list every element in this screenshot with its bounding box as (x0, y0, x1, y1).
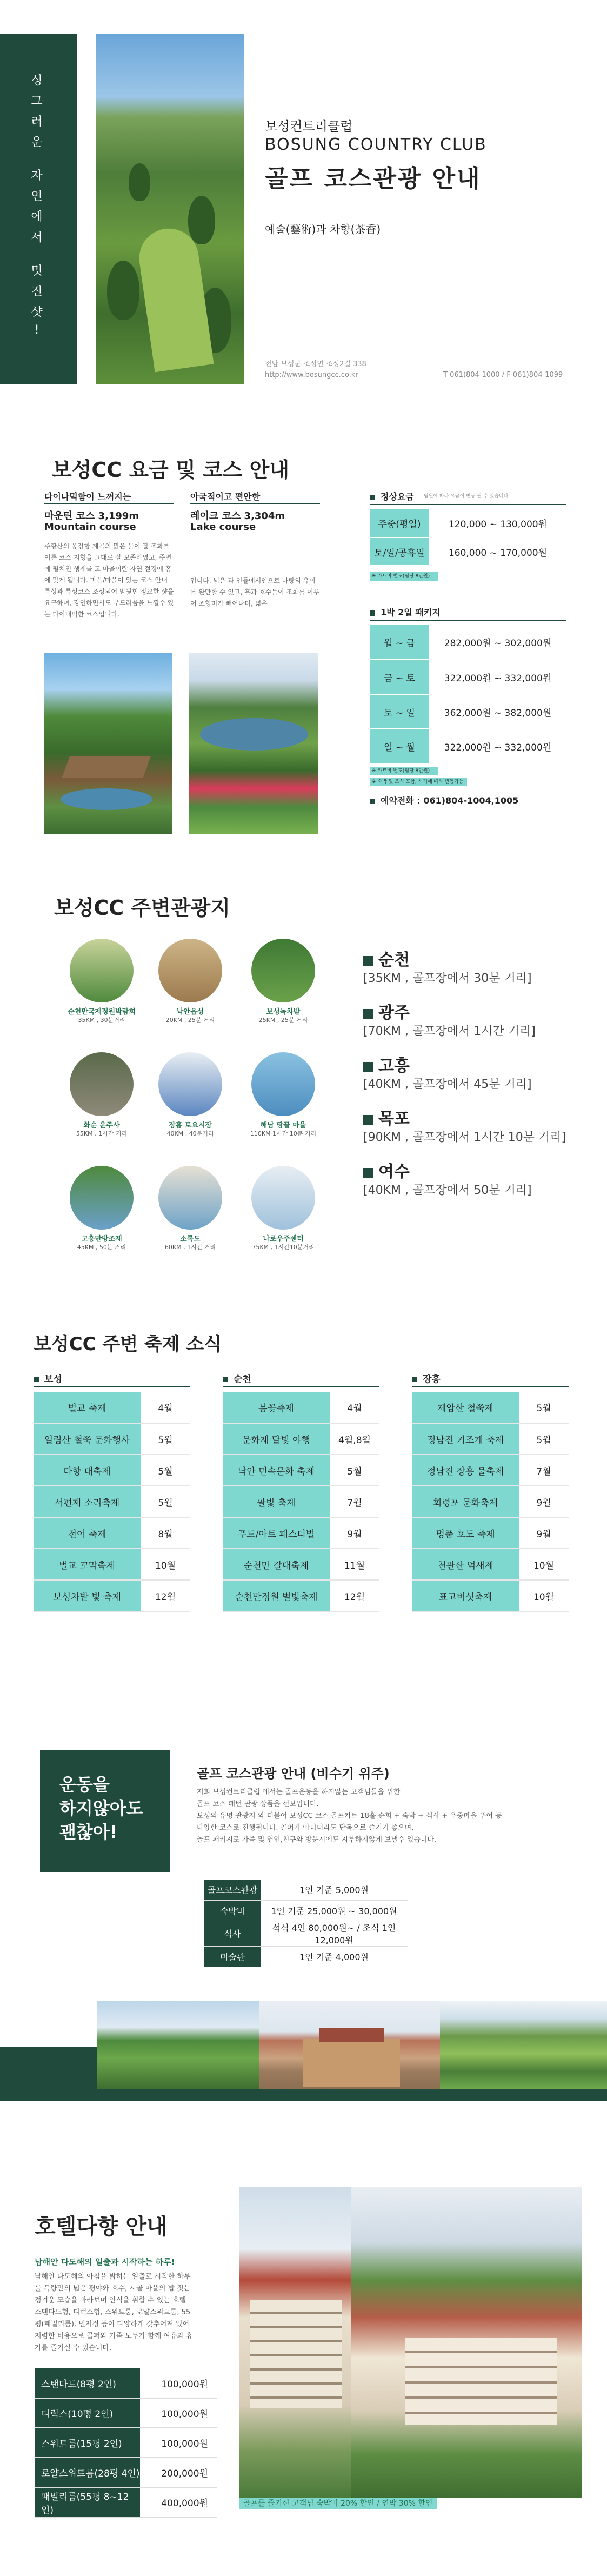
normal-fee-head: 정상요금 (370, 490, 414, 502)
festival-month: 12월 (330, 1580, 379, 1611)
hero-address: 전남 보성군 조성면 조성2길 338 (265, 360, 366, 368)
festival-name: 봄꽃축제 (223, 1392, 330, 1423)
festival-name: 서편제 소리축제 (34, 1486, 141, 1517)
festival-month: 7월 (330, 1486, 379, 1517)
spot-distance: 110KM 1시간 10분 거리 (250, 1130, 317, 1137)
slogan-char: 진 (31, 285, 46, 298)
bullet-square (363, 1168, 373, 1178)
festivals-title: 보성CC 주변 축제 소식 (34, 1333, 222, 1355)
slogan-char (0, 249, 77, 260)
spot-photo (158, 939, 222, 1002)
festival-name: 회령포 문화축제 (412, 1486, 519, 1517)
festival-row (223, 1486, 379, 1517)
festival-row (412, 1486, 569, 1517)
tour-badge: 운동을 하지않아도 괜찮아! (40, 1750, 170, 1872)
festival-name: 보성차밭 빛 축제 (34, 1580, 141, 1611)
package-head: 1박 2일 패키지 (370, 606, 441, 618)
hero-english-title: BOSUNG COUNTRY CLUB (265, 135, 487, 154)
spot-photo (251, 939, 315, 1002)
festival-name: 다향 대축제 (34, 1455, 141, 1486)
festival-name: 제암산 철쭉제 (412, 1392, 519, 1423)
tour-description: 저희 보성컨트리클럽 에서는 골프운동을 하지않는 고객님들을 위한 골프 코스 패턴 관광 상품을 선보입니다. 보성의 유명 관광지 와 더불어 보성CC 코스 골프카트 18홀 순회 + 숙박 + 식사 + 우중마을 푸어 등 다양한 코스로 진행됩니다. 골퍼가 아니더라도 단독으로 즐기기 좋으며, 골프 패키지로 가족 및 연인,친구와 방문시에도 지루하지않게 보낼수 있습니다. (197, 1788, 502, 1844)
festival-row (223, 1580, 379, 1611)
spot-distance: 25KM , 25분 거리 (258, 1017, 308, 1024)
festival-name: 명품 호도 축제 (412, 1517, 519, 1549)
festival-month: 4월 (330, 1392, 379, 1423)
city-distance: [90KM , 골프장에서 1시간 10분 거리] (363, 1131, 566, 1144)
hotel-price-table: 스탠다드(8평 2인) 100,000원 디럭스(10평 2인) 100,000원 스위트룸(15평 2인) 100,000원 로얄스위트룸(28평 4인) 200,000원 패밀리룸(55평 8~12인) 400,000원 (35, 2368, 217, 2518)
festival-row (223, 1423, 379, 1455)
festival-month: 5월 (519, 1423, 569, 1455)
festival-name: 정남진 장흥 물축제 (412, 1455, 519, 1486)
festival-table (223, 1392, 379, 1612)
city-distance: [35KM , 골프장에서 30분 거리] (363, 972, 532, 985)
spot-name: 소록도 (180, 1235, 201, 1243)
city-name-text: 여수 (378, 1163, 410, 1181)
city-name-text: 목포 (378, 1110, 410, 1128)
course1-eng: Mountain course (44, 521, 136, 533)
spot-distance: 75KM , 1시간10분거리 (252, 1244, 315, 1251)
course2-eng: Lake course (190, 521, 256, 533)
city-name (363, 946, 410, 970)
festival-row (223, 1392, 379, 1423)
hotel-photo-exterior (239, 2187, 351, 2498)
festival-row (223, 1549, 379, 1580)
festival-name: 천관산 억새제 (412, 1549, 519, 1580)
festival-month: 9월 (330, 1517, 379, 1549)
slogan-char: ! (34, 323, 43, 337)
bullet-square (363, 1115, 373, 1125)
city-distance: [70KM , 골프장에서 1시간 거리] (363, 1025, 536, 1038)
festival-row (223, 1517, 379, 1549)
festival-row (34, 1392, 190, 1423)
festival-table (34, 1392, 190, 1612)
festival-name: 전어 축제 (34, 1517, 141, 1549)
course1-desc: 주황산의 웅장함 계곡의 맑은 물이 잘 조화를 이룬 코스 지형을 그대로 잘 보존하였고, 주변에 펼쳐진 행재를 고 마을이란 자연 절경에 홈에 맞게 됩니다. 마을/마을이 있는 코스 안내 특성과 특성코스 조성되어 말뒷힌 정교한 샷을 요구하며, 강인하면서도 부드러움을 느낄수 있는 다이내믹한 코스입니다. (44, 542, 174, 618)
festival-month: 10월 (519, 1549, 569, 1580)
spot-photo (251, 1166, 315, 1230)
course2-tag: 아국적이고 편안한 (190, 492, 261, 502)
festival-month: 5월 (330, 1455, 379, 1486)
festival-month: 5월 (141, 1486, 190, 1517)
tour-photo-green (440, 2001, 607, 2089)
bullet-square (363, 1009, 373, 1019)
bullet-square (34, 1377, 39, 1382)
festival-month: 12월 (141, 1580, 190, 1611)
course1-tag: 다이나믹함이 느껴지는 (44, 492, 131, 502)
festival-month: 5월 (141, 1455, 190, 1486)
festival-name: 순천만정원 별빛축제 (223, 1580, 330, 1611)
festival-month: 9월 (519, 1486, 569, 1517)
hotel-lead: 남해안 다도해의 일출과 시작하는 하루! (35, 2257, 175, 2267)
festival-row (223, 1455, 379, 1486)
festival-name: 벌교 꼬막축제 (34, 1549, 141, 1580)
festival-name: 순천만 갈대축제 (223, 1549, 330, 1580)
tour-title: 골프 코스관광 안내 (비수기 위주) (197, 1766, 390, 1781)
festival-month: 5월 (141, 1423, 190, 1455)
festival-region-label: 장흥 (423, 1374, 441, 1385)
spots-title: 보성CC 주변관광지 (54, 896, 230, 920)
festival-month: 7월 (519, 1455, 569, 1486)
festival-month: 8월 (141, 1517, 190, 1549)
festival-row (34, 1549, 190, 1580)
hotel-title: 호텔다향 안내 (35, 2214, 168, 2239)
festival-region-label: 보성 (44, 1374, 62, 1385)
spot-name: 낙안읍성 (176, 1008, 204, 1016)
spot-distance: 45KM , 50분 거리 (77, 1244, 126, 1251)
hero-side-banner (0, 34, 77, 384)
festival-row (412, 1455, 569, 1486)
tour-price-table: 골프코스관광 1인 기준 5,000원 숙박비 1인 기준 25,000원 ~ 30,000원 식사 석식 4인 80,000원~ / 조식 1인 12,000원 미술관 1인 기준 4,000원 (204, 1880, 408, 1967)
slogan-char: 샷 (31, 306, 46, 319)
slogan-char: 그 (31, 95, 46, 108)
festival-divider (34, 1386, 190, 1387)
spot-name: 순천만국제정원박람회 (68, 1008, 136, 1016)
festival-month: 9월 (519, 1517, 569, 1549)
city-name (363, 1052, 410, 1076)
festival-row (34, 1517, 190, 1549)
festival-name: 낙안 민속문화 축제 (223, 1455, 330, 1486)
festival-month: 10월 (141, 1549, 190, 1580)
festival-row (412, 1423, 569, 1455)
spot-photo (158, 1052, 222, 1116)
course1-name: 마운틴 코스 3,199m (44, 510, 139, 522)
festival-name: 팔빛 축제 (223, 1486, 330, 1517)
slogan-char: 연 (31, 190, 46, 203)
festival-name: 일림산 철쭉 문화행사 (34, 1423, 141, 1455)
city-distance: [40KM , 골프장에서 50분 거리] (363, 1184, 532, 1197)
spot-distance: 20KM , 25분 거리 (165, 1017, 215, 1024)
hotel-description: 남해안 다도해의 아침을 밝히는 일출로 시작한 하루 를 득량만의 넓은 평야와 호수, 시골 마을의 밥 짓는 정겨운 모습을 바라보며 안식을 취할 수 있는 호텔 스탠다드형, 디럭스형, 스위트룸, 로얄스위트룸, 55 평(패밀리룸), 먼저정 등이 다양하게 갖추어져 있어 저렴한 비용으로 골퍼와 가족 모두가 함께 여유와 휴 가를 즐기실 수 있습니다. (35, 2273, 193, 2352)
bullet-square (223, 1377, 228, 1382)
spot-distance: 35KM , 30분거리 (78, 1017, 125, 1024)
festival-divider (223, 1386, 379, 1387)
hero-subtitle: 보성컨트리클럽 (265, 119, 353, 134)
tour-photo-course (97, 2001, 259, 2089)
spot-distance: 40KM , 40분거리 (166, 1130, 214, 1137)
festival-row (34, 1580, 190, 1611)
spot-name: 고흥만방조제 (81, 1235, 122, 1243)
mountain-course-photo (44, 653, 172, 834)
reservation-phone: 예약전화 : 061)804-1004,1005 (370, 794, 518, 806)
package-footnote-1: ※ 카트비 별도(팀당 8만원) (370, 767, 438, 775)
festival-name: 표고버섯축제 (412, 1580, 519, 1611)
festival-row (34, 1486, 190, 1517)
city-name-text: 순천 (378, 951, 410, 970)
hero-vertical-slogan (0, 71, 77, 344)
normal-fee-footnote: ※ 카트비 별도(팀당 8만원) (370, 572, 438, 581)
festival-name: 정남진 키조개 축제 (412, 1423, 519, 1455)
spot-photo (70, 1052, 134, 1116)
festival-row (412, 1392, 569, 1423)
slogan-char: 멋 (31, 264, 46, 278)
slogan-char (0, 154, 77, 164)
slogan-char: 자 (31, 169, 46, 183)
festival-month: 4월,8월 (330, 1423, 379, 1455)
slogan-char: 러 (31, 115, 46, 129)
course2-desc: 입니다. 넓은 과 인들에서인으로 마탕의 유이를 완만할 수 있고, 홀과 호수들이 조화를 이루어 조형미가 빼어나며, 넓은 (190, 577, 320, 607)
hotel-discount-banner: 골프를 즐기신 고객님 숙박비 20% 할인 / 연박 30% 할인 (239, 2498, 437, 2509)
festival-month: 10월 (519, 1580, 569, 1611)
course2-name: 레이크 코스 3,304m (190, 510, 285, 522)
spot-distance: 55KM , 1시간 거리 (76, 1130, 128, 1137)
hotel-photo-building (351, 2187, 582, 2498)
slogan-char: 싱 (31, 74, 46, 88)
festival-row (34, 1423, 190, 1455)
hero-golf-course-photo (96, 34, 244, 384)
festival-month: 11월 (330, 1549, 379, 1580)
spot-name: 화순 운주사 (83, 1121, 120, 1130)
spot-name: 해남 땅끝 마을 (260, 1121, 306, 1130)
fees-title: 보성CC 요금 및 코스 안내 (52, 458, 290, 482)
city-name-text: 고흥 (378, 1057, 410, 1075)
normal-fee-note: 팀원에 따라 요금이 변동 될 수 있습니다 (424, 494, 509, 499)
festival-month: 5월 (519, 1392, 569, 1423)
city-distance: [40KM , 골프장에서 45분 거리] (363, 1078, 532, 1091)
festival-region-label: 순천 (234, 1374, 251, 1385)
spot-photo (251, 1052, 315, 1116)
spot-name: 보성녹차밭 (266, 1008, 301, 1016)
city-name (363, 1105, 410, 1129)
hero-url[interactable]: http://www.bosungcc.co.kr (265, 371, 358, 379)
tour-photo-museum (259, 2001, 440, 2089)
city-name (363, 999, 410, 1023)
package-table: 월 ~ 금 282,000원 ~ 302,000원 금 ~ 토 322,000원 ~ 332,000원 토 ~ 일 362,000원 ~ 382,000원 일 ~ 월 322,000원 ~ 332,000원 (370, 625, 566, 764)
festival-region-head (412, 1371, 441, 1385)
festival-table (412, 1392, 569, 1612)
city-name (363, 1158, 410, 1182)
city-name-text: 광주 (378, 1004, 410, 1023)
spot-distance: 60KM , 1시간 거리 (164, 1244, 216, 1251)
festival-row (412, 1580, 569, 1611)
bullet-square (363, 956, 373, 966)
festival-row (34, 1455, 190, 1486)
festival-row (412, 1549, 569, 1580)
spot-name: 장흥 토요시장 (169, 1121, 212, 1130)
festival-row (412, 1517, 569, 1549)
slogan-char: 서 (31, 231, 46, 244)
package-footnote-2: ※ 숙박 및 조식 포함, 시기에 따라 변동가능 (370, 778, 467, 786)
slogan-char: 에 (31, 210, 46, 224)
spot-photo (158, 1166, 222, 1230)
bullet-square (412, 1377, 417, 1382)
festival-region-head (34, 1371, 62, 1385)
spot-photo (70, 1166, 134, 1230)
lake-course-photo (189, 653, 318, 834)
festival-name: 문화재 달빛 야행 (223, 1423, 330, 1455)
hero-tagline: 예술(藝術)과 차향(茶香) (265, 223, 381, 236)
festival-name: 벌교 축제 (34, 1392, 141, 1423)
bullet-square (363, 1062, 373, 1072)
spot-photo (70, 939, 134, 1002)
festival-region-head (223, 1371, 251, 1385)
festival-month: 4월 (141, 1392, 190, 1423)
hero-title: 골프 코스관광 안내 (265, 165, 482, 192)
normal-fee-table: 주중(평일) 120,000 ~ 130,000원 토/일/공휴일 160,000 ~ 170,000원 (370, 509, 566, 566)
spot-name: 나로우주센터 (263, 1235, 304, 1243)
hero-phone: T 061)804-1000 / F 061)804-1099 (443, 371, 563, 379)
festival-name: 푸드/아트 페스티벌 (223, 1517, 330, 1549)
festival-divider (412, 1386, 569, 1387)
slogan-char: 운 (31, 136, 46, 149)
